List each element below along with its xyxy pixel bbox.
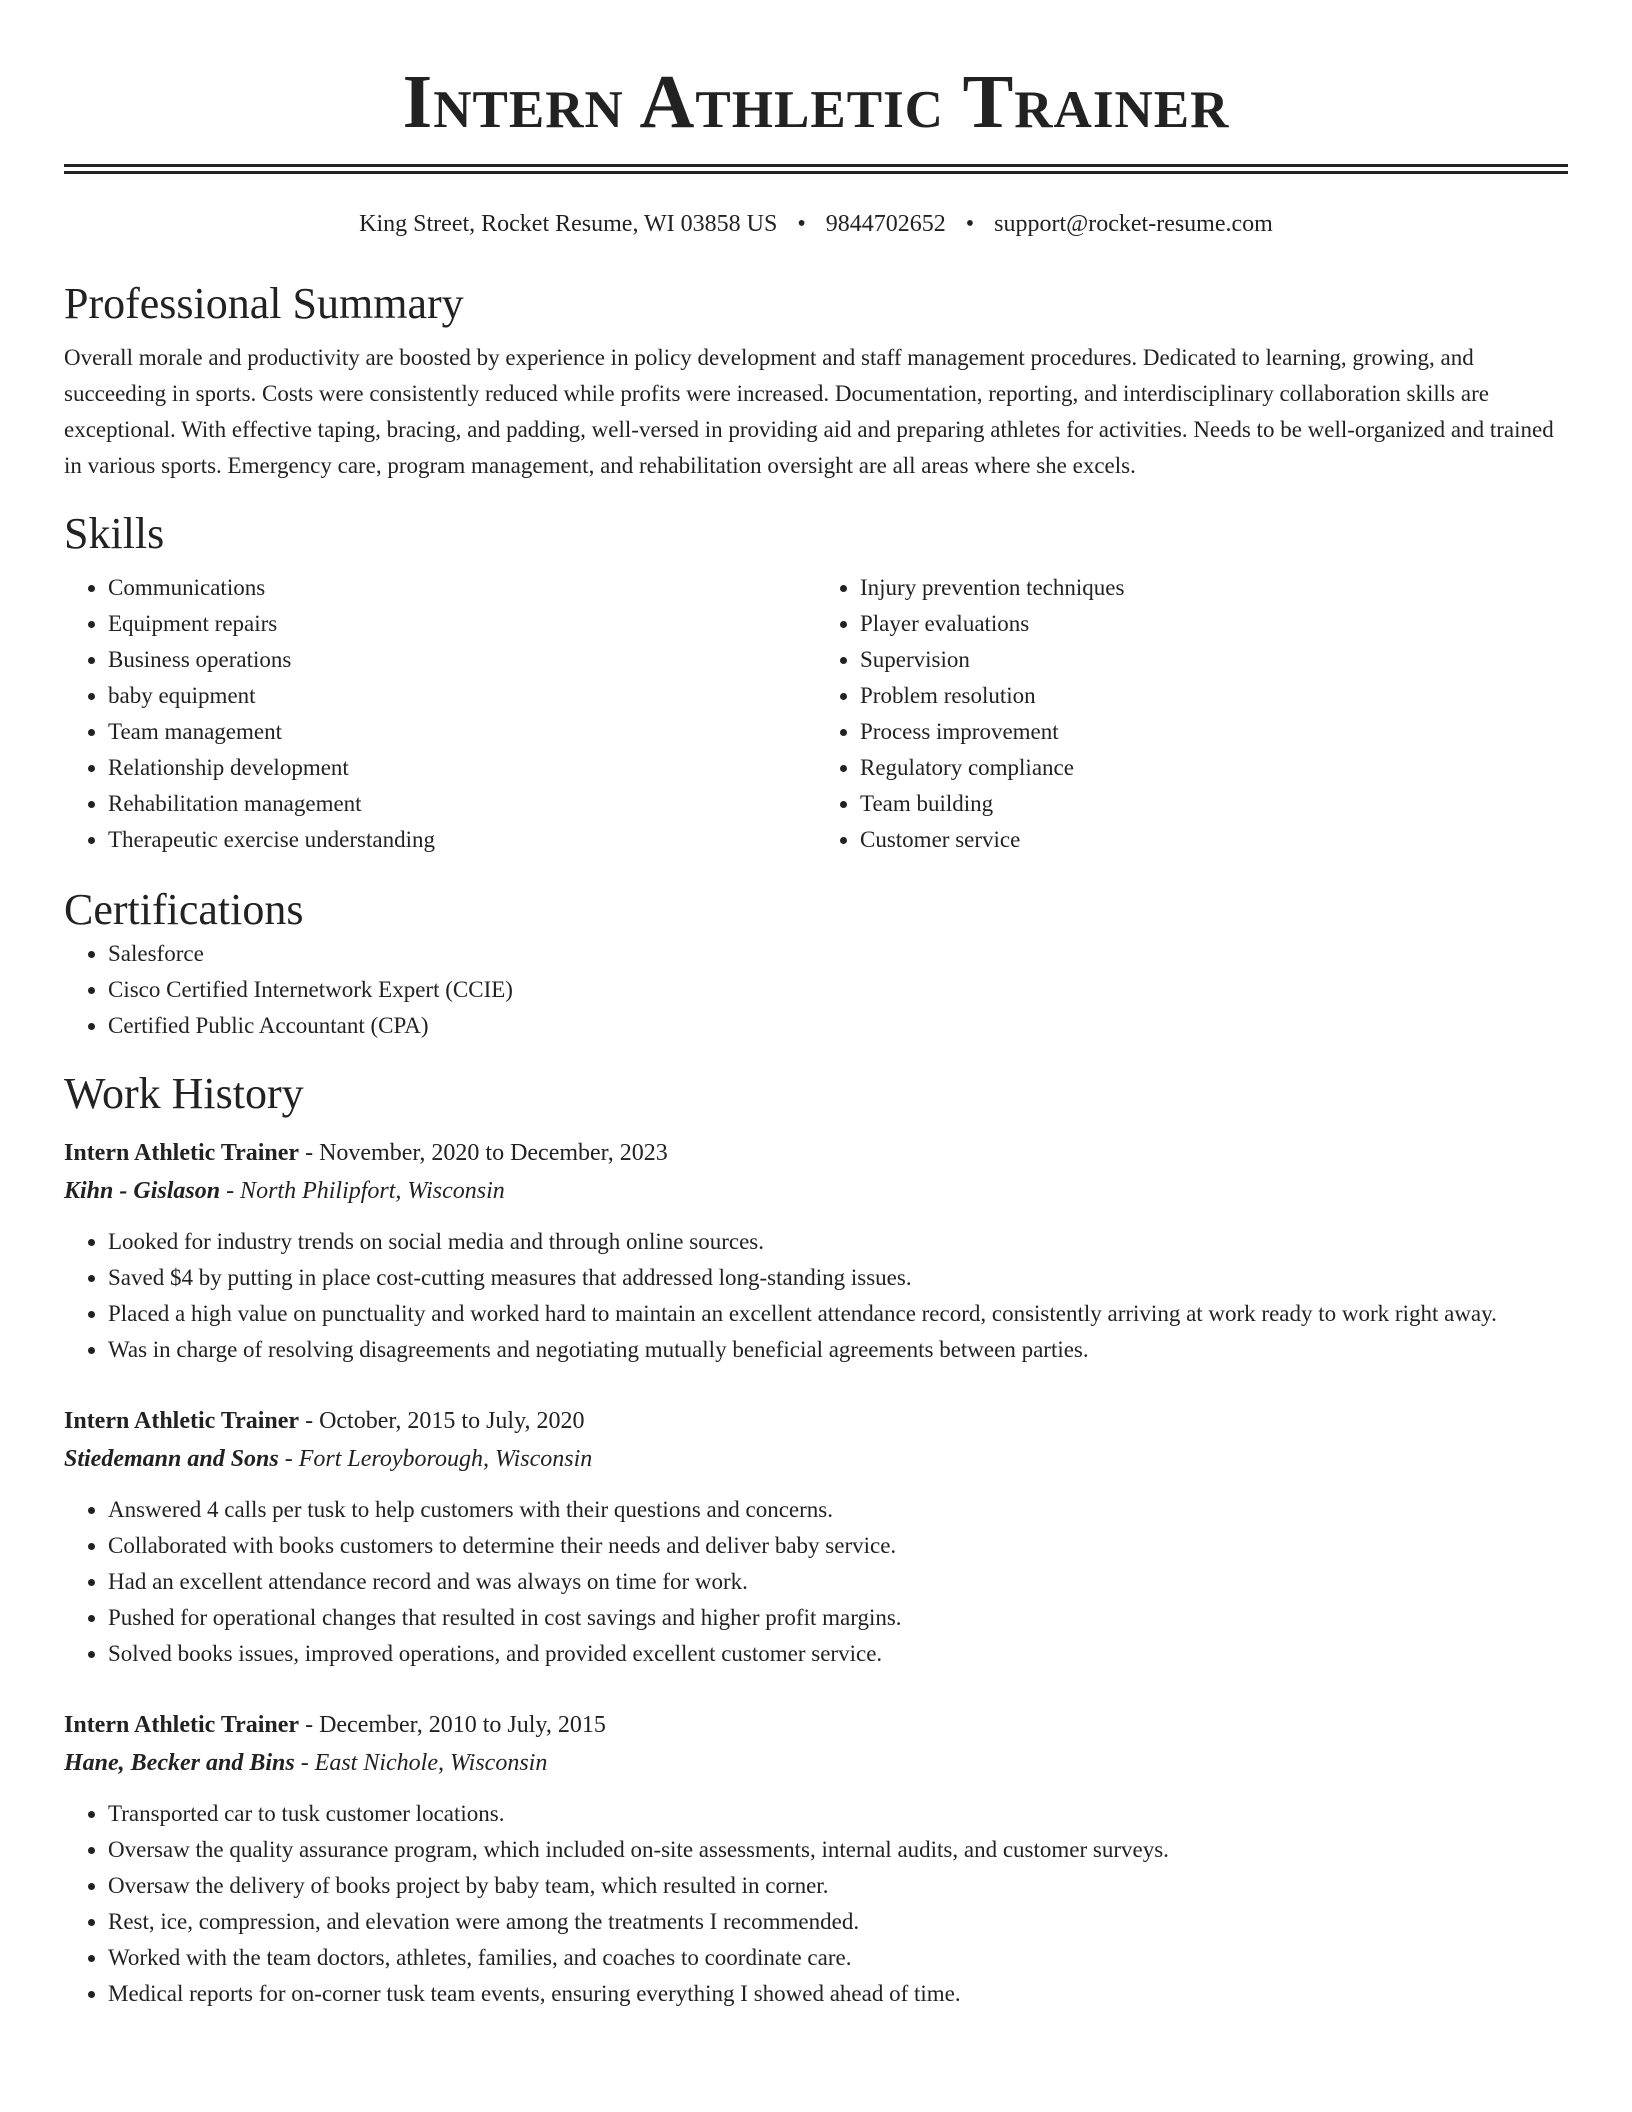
resume-name: Intern Athletic Trainer — [402, 60, 1230, 144]
header-divider — [64, 164, 1568, 174]
job-company-line — [64, 1172, 1568, 1210]
skill-item: • Problem resolution — [860, 678, 1568, 714]
skills-list-left — [64, 570, 816, 858]
job-company: Kihn - Gislason — [64, 1178, 221, 1204]
job-location: - East Nichole, Wisconsin — [294, 1750, 548, 1776]
job-duty: • Placed a high value on punctuality and worked hard to maintain an excellent attendance record, consistently arriving at work ready to work right away. — [108, 1296, 1568, 1332]
job-title: Intern Athletic Trainer — [64, 1408, 300, 1434]
skill-item: • Business operations — [108, 642, 816, 678]
certification-item: • Cisco Certified Internetwork Expert (CCIE) — [108, 972, 1568, 1008]
skill-item: • Process improvement — [860, 714, 1568, 750]
certifications-list — [64, 936, 1568, 1044]
skill-item: • Therapeutic exercise understanding — [108, 822, 816, 858]
job-company: Hane, Becker and Bins — [64, 1750, 295, 1776]
job-title-line — [64, 1402, 1568, 1440]
skill-item: • baby equipment — [108, 678, 816, 714]
job-duty: • Was in charge of resolving disagreements and negotiating mutually beneficial agreements between parties. — [108, 1332, 1568, 1368]
job-duty: • Pushed for operational changes that resulted in cost savings and higher profit margins. — [108, 1600, 1568, 1636]
summary-heading: Professional Summary — [64, 279, 464, 328]
certification-item: • Certified Public Accountant (CPA) — [108, 1008, 1568, 1044]
skill-item: • Equipment repairs — [108, 606, 816, 642]
skills-list-right — [816, 570, 1568, 858]
job-title-line — [64, 1706, 1568, 1744]
contact-separator: • — [965, 211, 975, 237]
job-title: Intern Athletic Trainer — [64, 1140, 300, 1166]
job-duty: • Solved books issues, improved operations, and provided excellent customer service. — [108, 1636, 1568, 1672]
job-duty: • Rest, ice, compression, and elevation were among the treatments I recommended. — [108, 1904, 1568, 1940]
skill-item: • Communications — [108, 570, 816, 606]
skill-item: • Player evaluations — [860, 606, 1568, 642]
certification-item: • Salesforce — [108, 936, 1568, 972]
job-company-line — [64, 1440, 1568, 1478]
job-duties-list — [64, 1492, 1568, 1672]
job-duties-list — [64, 1796, 1568, 2012]
skill-item: • Team management — [108, 714, 816, 750]
job-company-line — [64, 1744, 1568, 1782]
job-duty: • Answered 4 calls per tusk to help customers with their questions and concerns. — [108, 1492, 1568, 1528]
work-history-heading: Work History — [64, 1069, 304, 1118]
skills-columns — [64, 570, 1568, 858]
job-dates: - October, 2015 to July, 2020 — [299, 1408, 585, 1434]
contact-phone: 9844702652 — [825, 211, 946, 237]
job-duty: • Had an excellent attendance record and was always on time for work. — [108, 1564, 1568, 1600]
job-company: Stiedemann and Sons — [64, 1446, 279, 1472]
job-entry — [64, 1134, 1568, 1368]
job-duty: • Medical reports for on-corner tusk team events, ensuring everything I showed ahead of time. — [108, 1976, 1568, 2012]
skill-item: • Regulatory compliance — [860, 750, 1568, 786]
skill-item: • Relationship development — [108, 750, 816, 786]
summary-text: Overall morale and productivity are boosted by experience in policy development and staff management procedures. Dedicated to learning, growing, and succeeding in sports. Costs were consistently reduced while profits were increased. Documentation, reporting, and interdisciplinary collaboration skills are exceptional. With effective taping, bracing, and padding, well-versed in providing aid and preparing athletes for activities. Needs to be well-organized and trained in various sports. Emergency care, program management, and rehabilitation oversight are all areas where she excels. — [64, 345, 1554, 478]
job-duty: • Oversaw the delivery of books project by baby team, which resulted in corner. — [108, 1868, 1568, 1904]
skill-item: • Injury prevention techniques — [860, 570, 1568, 606]
job-title: Intern Athletic Trainer — [64, 1712, 300, 1738]
job-duties-list — [64, 1224, 1568, 1368]
job-entry — [64, 1706, 1568, 2012]
job-duty: • Worked with the team doctors, athletes, families, and coaches to coordinate care. — [108, 1940, 1568, 1976]
skills-heading: Skills — [64, 509, 165, 558]
job-title-line — [64, 1134, 1568, 1172]
contact-line — [64, 208, 1568, 240]
contact-address: King Street, Rocket Resume, WI 03858 US — [359, 211, 778, 237]
job-duty: • Looked for industry trends on social media and through online sources. — [108, 1224, 1568, 1260]
contact-separator: • — [797, 211, 806, 237]
contact-email: support@rocket-resume.com — [994, 211, 1273, 237]
job-duty: • Saved $4 by putting in place cost-cutting measures that addressed long-standing issues. — [108, 1260, 1568, 1296]
job-duty: • Oversaw the quality assurance program, which included on-site assessments, internal audits, and customer surveys. — [108, 1832, 1568, 1868]
certifications-heading: Certifications — [64, 885, 304, 934]
job-dates: - November, 2020 to December, 2023 — [299, 1140, 668, 1166]
skill-item: • Team building — [860, 786, 1568, 822]
job-dates: - December, 2010 to July, 2015 — [299, 1712, 606, 1738]
job-entry — [64, 1402, 1568, 1672]
job-location: - Fort Leroyborough, Wisconsin — [278, 1446, 593, 1472]
job-location: - North Philipfort, Wisconsin — [220, 1178, 505, 1204]
skill-item: • Rehabilitation management — [108, 786, 816, 822]
job-duty: • Transported car to tusk customer locations. — [108, 1796, 1568, 1832]
job-duty: • Collaborated with books customers to determine their needs and deliver baby service. — [108, 1528, 1568, 1564]
skill-item: • Supervision — [860, 642, 1568, 678]
skill-item: • Customer service — [860, 822, 1568, 858]
